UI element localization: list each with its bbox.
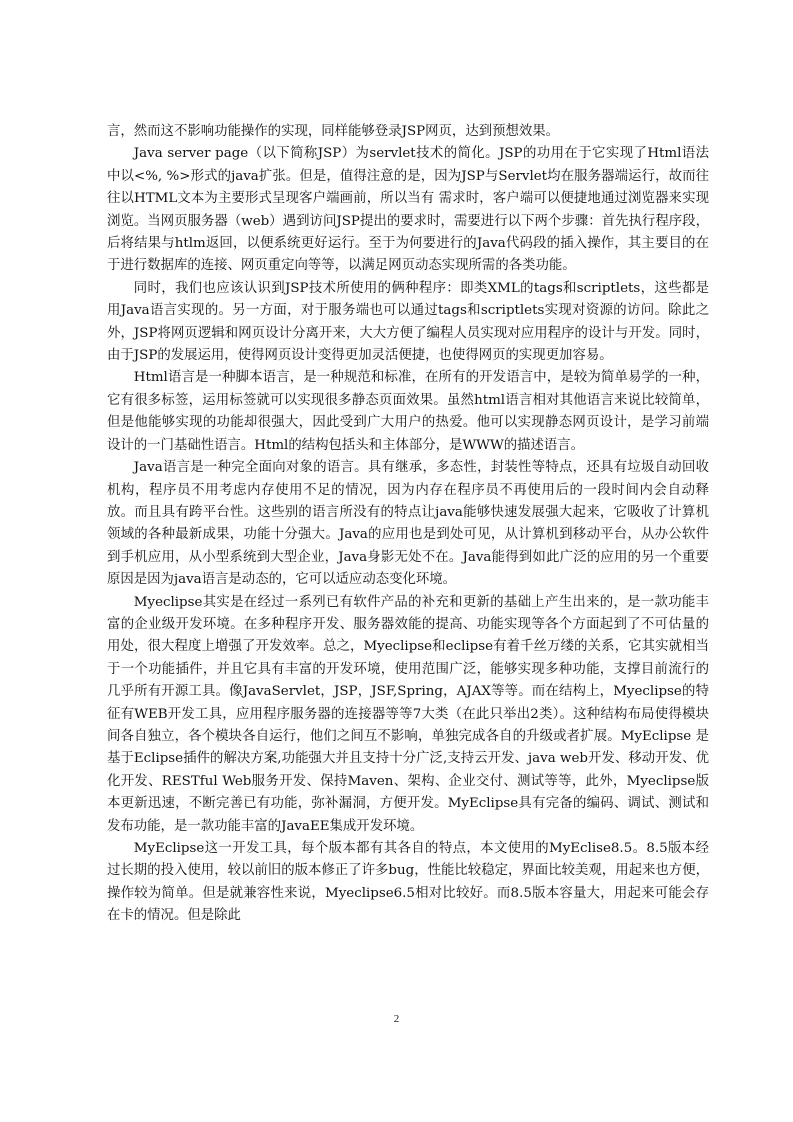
paragraph-jsp-intro: Java server page（以下简称JSP）为servlet技术的简化。JSP的功用在于它实现了Html语法中以<%, %>形式的java扩张。但是，值得注意的是，因为JSP与Servlet均在服务器端运行，故而往往以HTML文本为主要形式呈现客户端画前，所以当有 需求时，客户端可以便捷地通过浏览器来实现浏览。当网页服务器（web）遇到访问JSP提出的要求时，需要进行以下两个步骤：首先执行程序段，后将结果与htlm返回，以便系统更好运行。至于为何要进行的Java代码段的插入操作，其主要目的在于进行数据库的连接、网页重定向等等，以满足网页动态实现所需的各类功能。 [107,146,709,274]
paragraph-html: Html语言是一种脚本语言，是一种规范和标准，在所有的开发语言中，是较为简单易学的一种，它有很多标签，运用标签就可以实现很多静态页面效果。虽然html语言相对其他语言来说比较简单，但是他能够实现的功能却很强大，因此受到广大用户的热爱。他可以实现静态网页设计，是学习前端设计的一门基础性语言。Html的结构包括头和主体部分，是WWW的描述语言。 [107,370,709,453]
body-text [107,121,709,928]
paragraph-continuation: 言，然而这不影响功能操作的实现，同样能够登录JSP网页，达到预想效果。 [107,124,560,139]
paragraph-java: Java语言是一种完全面向对象的语言。具有继承，多态性，封装性等特点，还具有垃圾自动回收机构，程序员不用考虑内存使用不足的情况，因为内存在程序员不再使用后的一段时间内会自动释放。而且具有跨平台性。这些别的语言所没有的特点让java能够快速发展强大起来，它吸收了计算机领域的各种最新成果，功能十分强大。Java的应用也是到处可见，从计算机到移动平台，从办公软件到手机应用，从小型系统到大型企业，Java身影无处不在。Java能得到如此广泛的应用的另一个重要原因是因为java语言是动态的，它可以适应动态变化环境。 [107,460,709,588]
paragraph-myeclipse: Myeclipse其实是在经过一系列已有软件产品的补充和更新的基础上产生出来的，是一款功能丰富的企业级开发环境。在多种程序开发、服务器效能的提高、功能实现等各个方面起到了不可估量的用处，很大程度上增强了开发效率。总之，Myeclipse和eclipse有着千丝万缕的关系，它其实就相当于一个功能插件，并且它具有丰富的开发环境，使用范围广泛，能够实现多种功能，支撑目前流行的几乎所有开源工具。像JavaServlet，JSP，JSF,Spring，AJAX等等。而在结构上，Myeclipse的特征有WEB开发工具，应用程序服务器的连接器等等7大类（在此只举出2类）。这种结构布局使得模块间各自独立，各个模块各自运行，他们之间互不影响，单独完成各自的升级或者扩展。MyEclipse 是基于Eclipse插件的解决方案,功能强大并且支持十分广泛,支持云开发、java web开发、移动开发、优化开发、RESTful Web服务开发、保持Maven、架构、企业交付、测试等等，此外，Myeclipse版本更新迅速，不断完善已有功能，弥补漏洞，方便开发。MyEclipse具有完备的编码、调试、测试和发布功能，是一款功能丰富的JavaEE集成开发环境。 [107,594,709,834]
paragraph-jsp-programs: 同时，我们也应该认识到JSP技术所使用的俩种程序：即类XML的tags和scriptlets，这些都是用Java语言实现的。另一方面，对于服务端也可以通过tags和scriptlets实现对资源的访问。除此之外，JSP将网页逻辑和网页设计分离开来，大大方便了编程人员实现对应用程序的设计与开发。同时，由于JSP的发展运用，使得网页设计变得更加灵活便捷，也使得网页的实现更加容易。 [107,280,709,364]
page-number: 2 [393,1013,400,1025]
paragraph-myeclipse-version: MyEclipse这一开发工具，每个版本都有其各自的特点，本文使用的MyEclise8.5。8.5版本经过长期的投入使用，较以前旧的版本修正了许多bug，性能比较稳定，界面比较美观，用起来也方便，操作较为简单。但是就兼容性来说，Myeclipse6.5相对比较好。而8.5版本容量大，用起来可能会存在卡的情况。但是除此 [107,841,709,924]
